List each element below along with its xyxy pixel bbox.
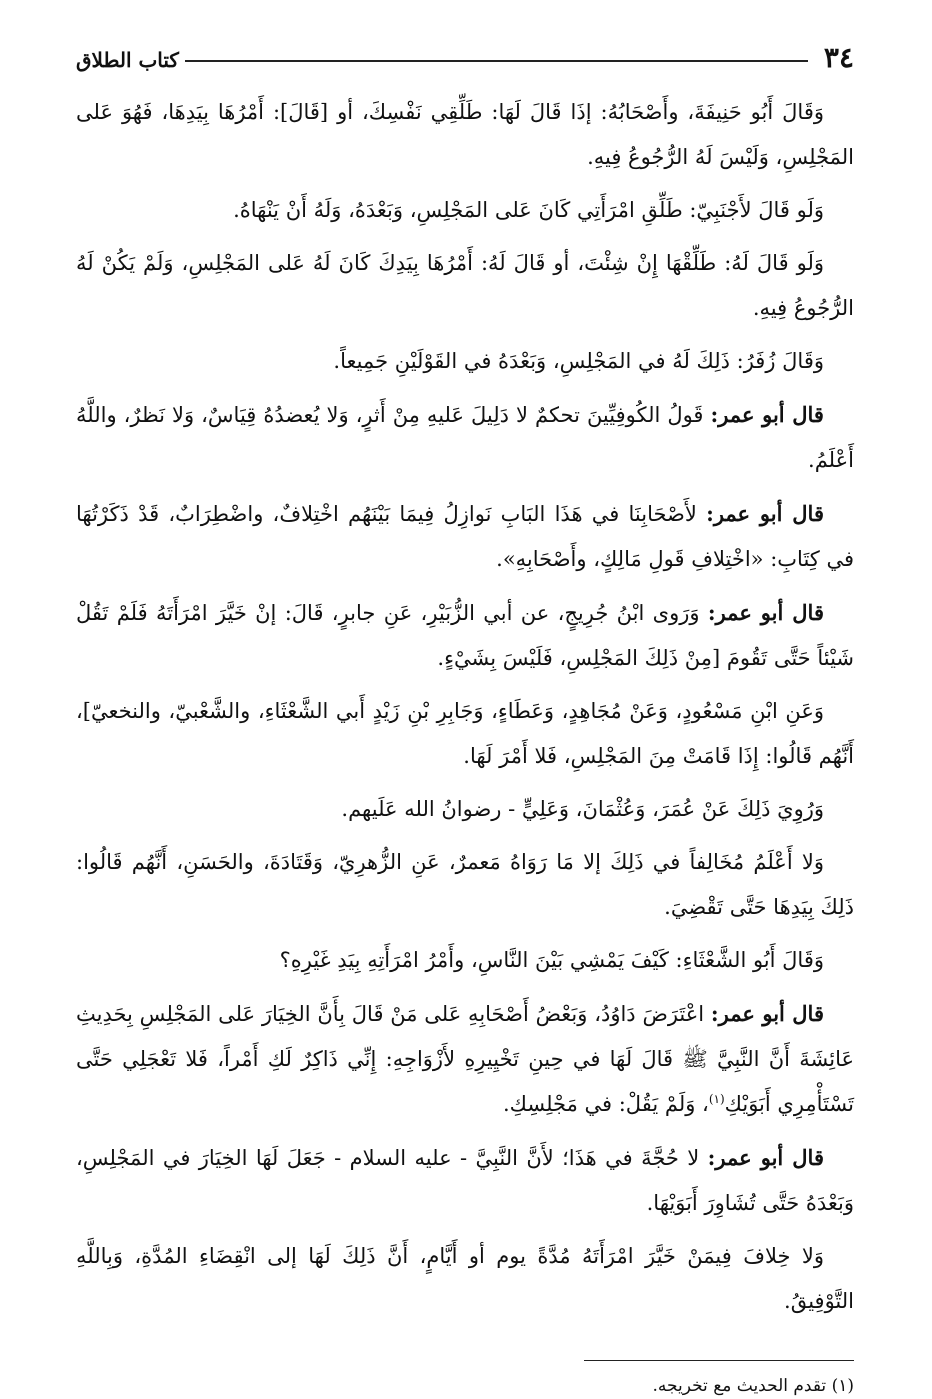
- speaker-label: قال أبو عمر:: [707, 1145, 824, 1170]
- paragraph: [76, 491, 854, 582]
- paragraph-text: وَلَو قَالَ لأَجْنَبِيّ: طَلِّقِ امْرَأَتِي كَانَ عَلى المَجْلِسِ، وَبَعْدَهُ، وَلَهُ أَنْ يَنْهَاهُ.: [233, 198, 824, 222]
- paragraph: [76, 787, 854, 832]
- paragraph: [76, 840, 854, 930]
- paragraph-text-continued: ، وَلَمْ يَقُلْ: في مَجْلِسِكِ.: [502, 1092, 709, 1116]
- paragraph-text: لأَصْحَابِنَا في هَذَا البَابِ نَوازِلُ فِيمَا بَيْنَهُم اخْتِلافٌ، واضْطِرَابٌ، قَدْ ذَكَرْتُهَا في كِتَابِ: «اخْتِلافِ قَولِ مَالِكٍ، وأَصْحَابِهِ».: [76, 502, 854, 571]
- footnote-mark: (١): [831, 1376, 854, 1396]
- page-body: [76, 90, 854, 1324]
- footnote: [76, 1373, 854, 1399]
- running-header: [76, 28, 854, 72]
- paragraph: [76, 188, 854, 233]
- footnote-reference[interactable]: (١): [708, 1092, 725, 1106]
- paragraph-text: وَرُوِيَ ذَلِكَ عَنْ عُمَرَ، وَعُثْمَانَ، وَعَلِيٍّ - رضوانُ الله عَلَيهم.: [341, 797, 824, 821]
- paragraph-text: وَرَوى ابْنُ جُرِيجٍ، عن أبي الزُّبَيْرِ، عَنِ جابرٍ، قَالَ: إنْ خَيَّرَ امْرَأَتَهُ فَلَمْ تَقُلْ شَيْئاً حَتَّى تَقُومَ [مِنْ ذَلِكَ المَجْلِسِ، فَلَيْسَ بِشَيْءٍ.: [76, 601, 854, 670]
- paragraph: [76, 392, 854, 483]
- paragraph: [76, 590, 854, 681]
- paragraph: [76, 991, 854, 1127]
- paragraph-text: قَولُ الكُوفِيِّينَ تحكمٌ لا دَلِيلَ عَليهِ مِنْ أَثرٍ، وَلا يُعضدُهُ قِيَاسٌ، وَلا نَظرٌ، واللَّهُ أَعْلَمُ.: [76, 403, 854, 472]
- paragraph-text: وَلا أَعْلَمُ مُخَالِفاً في ذَلِكَ إلا مَا رَوَاهُ مَعمرٌ، عَنِ الزُّهرِيّ، وَقَتَادَةَ، والحَسَنِ، أَنَّهُم قَالُوا: ذَلِكَ بِيَدِهَا حَتَّى تَقْضِيَ.: [76, 850, 854, 919]
- paragraph-text: وَلَو قَالَ لَهُ: طَلِّقْهَا إِنْ شِئْتَ، أو قَالَ لَهُ: أَمْرُهَا بِيَدِكَ كَانَ لَهُ عَلى المَجْلِسِ، وَلَمْ يَكُنْ لَهُ الرُّجُوعُ فِيهِ.: [76, 251, 854, 320]
- speaker-label: قال أبو عمر:: [706, 501, 824, 526]
- footnote-separator: [584, 1360, 854, 1361]
- speaker-label: قال أبو عمر:: [707, 600, 824, 625]
- paragraph: [76, 339, 854, 384]
- header-rule: [185, 60, 808, 62]
- paragraph-text: وَلا خِلافَ فِيمَنْ خَيَّرَ امْرَأَتَهُ مُدَّةً يوم أو أَيَّامٍ، أَنَّ ذَلِكَ لَهَا إلى انْقِضَاءِ المُدَّةِ، وَبِاللَّهِ التَّوْفِيقُ.: [76, 1244, 854, 1313]
- book-title: كتاب الطلاق: [76, 48, 179, 72]
- speaker-label: قال أبو عمر:: [710, 402, 824, 427]
- paragraph-text: لا حُجَّةَ في هَذَا؛ لأَنَّ النَّبِيَّ - عليه السلام - جَعَلَ لَهَا الخِيَارَ في المَجْلِسِ، وَبَعْدَهُ حَتَّى تُشَاوِرَ أَبَوَيْهَا.: [76, 1146, 854, 1215]
- paragraph-text: وَقَالَ أَبُو حَنِيفَةَ، وأَصْحَابُهُ: إذَا قَالَ لَهَا: طَلِّقِي نَفْسِكَ، أو [قَالَ]: أَمْرُهَا بِيَدِهَا، فَهُوَ عَلى المَجْلِسِ، وَلَيْسَ لَهُ الرُّجُوعُ فِيهِ.: [76, 100, 854, 169]
- paragraph: [76, 689, 854, 779]
- paragraph-text: وَقَالَ أَبُو الشَّعْثَاءِ: كَيْفَ يَمْشِي بَيْنَ النَّاسِ، وأَمْرُ امْرَأَتِهِ بِيَدِ غَيْرِهِ؟: [279, 948, 824, 972]
- paragraph-text: اعْتَرَضَ دَاوُدُ، وَبَعْضُ أَصْحَابِهِ عَلى مَنْ قَالَ بِأَنَّ الخِيَارَ عَلى المَجْلِسِ بِحَدِيثِ عَائِشَةَ أَنَّ النَّبِيَّ ﷺ قَالَ لَهَا في حِينِ تَخْيِيرِهِ لأَزْوَاجِهِ: إِنِّي ذَاكِرٌ لَكِ أَمْراً، فَلا تَعْجَلِي حَتَّى تَسْتَأْمِرِي أَبَوَيْكِ: [76, 1002, 854, 1116]
- paragraph: [76, 938, 854, 983]
- paragraph: [76, 1234, 854, 1324]
- page-number: ٣٤: [823, 41, 854, 74]
- paragraph: [76, 1135, 854, 1226]
- speaker-label: قال أبو عمر:: [710, 1001, 824, 1026]
- paragraph: [76, 90, 854, 180]
- paragraph: [76, 241, 854, 331]
- footnote-text: تقدم الحديث مع تخريجه.: [652, 1376, 827, 1396]
- paragraph-text: وَقَالَ زُفَرُ: ذَلِكَ لَهُ في المَجْلِسِ، وَبَعْدَهُ في القَوْلَيْنِ جَمِيعاً.: [333, 349, 824, 373]
- paragraph-text: وَعَنِ ابْنِ مَسْعُودٍ، وَعَنْ مُجَاهِدٍ، وَعَطَاءٍ، وَجَابِرِ بْنِ زَيْدٍ أَبي الشَّعْثَاءِ، والشَّعْبيّ، والنخعيّ]، أَنَّهُم قَالُوا: إِذَا قَامَتْ مِنَ المَجْلِسِ، فَلا أَمْرَ لَهَا.: [76, 699, 854, 768]
